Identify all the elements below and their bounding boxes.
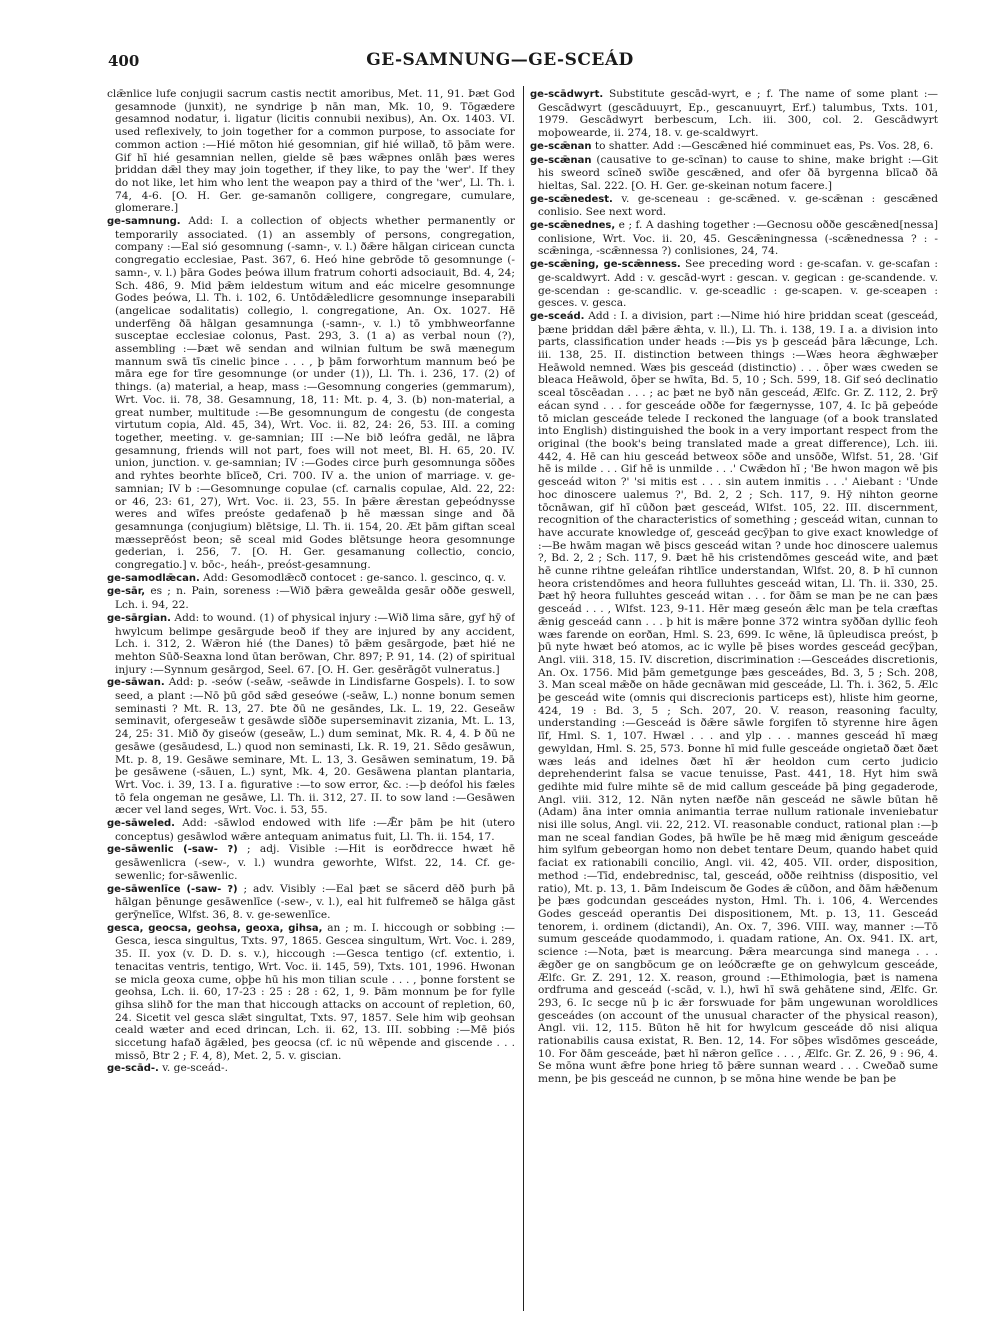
entry-text: ; adj. Visible :—Hit is eorðdrecce hwæt hē gesāwenlicra (-sew-, v. l.) wundra geworhte, Wlfst. 22, 14. Cf. ge-sewenlic; for-sāwenlic. xyxy=(115,843,515,882)
entry-text: Add: Gesomodlǣcð contocet : ge-sanco. l. gescinco, q. v. xyxy=(203,571,507,584)
entry-headword: ge-scǣnan xyxy=(530,154,592,166)
entry-text: Add : I. a division, part :—Nime hió hire þriddan sceat (gesceád, þæne þriddan dǣl þǣre ǣhta, v. ll.), Ll. Th. i. 138, 19. I a. a division into parts, classification under heads :—Þis ys þ gesceád þāra lǣcunge, Lch. iii. 138, 25. II. distinction between things :—Wæs heora ǣghwæþer Heāwold nemned. Wæs þis gesceád (distinctio) . . . ōþer wæs cweden se bleaca Heāwold, ōþer se hwīta, Bd. 5, 10 ; Sch. 599, 18. Gif seó declinatio sceal tōscēadan . . . ; ac þæt ne byð nān gesceád, Ælfc. Gr. Z. 112, 2. Þrȳ eácan synd . . . for gesceáde oððe for fægernysse, 107, 4. Ic þā geþeóde tō miclan gesceáde telede I reckoned the language (of a book translated into English) distinguished the book in a very important respect from the original (the book's being translated made a great difference), Lch. iii. 442, 4. Hē can hiu gesceád betweox sōðe and unsōðe, Wlfst. 51, 28. 'Gif hē is milde . . . Gif hē is unmilde . . .' Cwǣdon hī ; 'Be hwon magon wē þis gesceád witon ?' 'si mitis est . . . sin autem inmitis . . .' Aiebant : 'Unde hoc dinoscere ualemus ?', Bd. 2, 2 ; Sch. 117, 9. Hȳ nihton georne tōcnāwan, gif hī cūðon þæt gesceád, Wlfst. 105, 22. III. discernment, recognition of the characteristics of something ; gesceád witan, cunnan to have accurate knowledge of, gesceád gecȳþan to give exact knowledge of :—Be hwām magan wē þiscs gesceád witan ? unde hoc dinoscere ualemus ?, Bd. 2, 2 ; Sch. 117, 9. Þæt hē his cristendōmes gesceád wite, and þæt hē cunne rihtne geleáfan rihtlīce understandan, Wlfst. 20, 8. Þ hī cunnon heora cristendōmes and heora fulluhtes gesceád witan, Ll. Th. ii. 330, 25. Þæt hȳ heora fulluhtes gesceád witan . . . for ðām se man þe ne can þæs gesceád . . . , Wlfst. 123, 9-11. Hēr mæg geseón ǣlc man þe tela cræftas ǣnig gesceád cann . . . þ hit is mǣre þonne 372 wintra syððan dyllic feoh wæs farende on eorðan, Hml. S. 23, 699. Ic wēne, lā ūpleudisca preóst, þ þū nyte hwæt beó atomos, ac ic wylle þē þises wordes gesceád gecȳþan, Angl. viii. 318, 15. IV. discretion, discrimination :—Gesceádes discretionis, An. Ox. 1756. Mid þām gemetgunge þæs gesceádes, Bd. 3, 5 ; Sch. 208, 3. Man sceal mǣðe on hāde gecnāwan mid gesceáde, Ll. Th. i. 362, 5. Ælc þe gesceád wite (omnis qui discrecionis particeps est), hliste him georne, 424, 19 : Bd. 3, 5 ; Sch. 207, 20. V. reason, reasoning faculty, understanding :—Gesceád is ðǣre sāwle forgifen tō styrenne hire āgen līf, Hml. S. 1, 107. Hwæl . . . and ylp . . . mannes gesceád hī mæg gewyldan, Hml. S. 25, 573. Þonne hī mid fulle gesceáde ongietað ðæt ðæt wæs leás and idelnes ðæt hī ǣr heoldon cum certo judicio deprehenderint falsa se vacue tenuisse, Past. 441, 18. Hyt him swā gedihte mid fulre mihte sē de mid callum gesceáde þā þing gegaderode, Angl. viii. 312, 12. Nān nyten næfðe nān gesceád ne sāwle būtan hē (Adam) āna inter omnia animantia terrae nullum rationale inveniebatur nisi ille solus, Angl. vii. 22, 212. VI. reasonable conduct, rational plan :—þ man ne sceal fandian Godes, þā hwīle þe hē mæg mid ǣnigum gesceáde him sylfum gebeorgan homo non debet tentare Deum, quando habet quid faciat ex rationabili concilio, Angl. vii. 42, 405. VII. order, disposition, method :—Tīd, endebrednisc, tal, gesceád, oððe reihtniss (dispositio, vel ratio), Mt. p. 13, 1. Þām Indeiscum ðe Godes ǣ cūðon, and ðām hǣðenum þe þæs godcundan gesceádes nyston, Hml. Th. i. 106, 4. Wercendes Godes gesceád operantis Dei dispositionem, Mt. p. 13, 11. Gesceád tenorem, i. ordinem (dictandi), An. Ox. 7, 396. VIII. way, manner :—Tō sumum gesceáde quodammodo, i. quadam ratione, An. Ox. 941. IX. art, science :—Nota, þæt is mearcung. Þǣra mearcunga sind manega . . . ǣgðer ge on sangbōcum ge on leóðcræfte ge on gehwylcum gesceáde, Ælfc. Gr. Z. 291, 12. X. reason, ground :—Ethimologia, þæt is namena ordfruma and gesceád (-scād, v. l.), hwī hī swā gehātene sind, Ælfc. Gr. 293, 6. Ic secge nū þ ic ǣr forswuade for þām ungewunan woroldlices gesceádes (on account of the unusual character of the physical reason), Angl. vii. 12, 115. Būton hē hit for hwylcum gesceáde dō nisi aliqua rationabilis causa existat, R. Ben. 12, 14. For sōþes wīsdōmes gesceáde, 10. For ðām gesceáde, þæt hī nǣron gelīce . . . , Ælfc. Gr. Z. 26, 9 : 96, 4. Se mōna wunt ǣfre þone hrieg tō þǣre sunnan weard . . . Cweðað sume menn, þe þis gesceád ne cunnon, þ se mōna hine wende be þan þe xyxy=(538,309,938,1086)
dictionary-entry xyxy=(107,612,515,677)
page-number: 400 xyxy=(108,52,140,70)
right-column xyxy=(530,88,938,1308)
entry-text: Add: to wound. (1) of physical injury :—Wið lima sāre, gyf hȳ of hwylcum belimpe gesārgude beoð if they are injured by any accident, Lch. i. 312, 2. Wǣron hié (the Danes) tō þǣm gesārgode, þæt hié ne mehton Sūð-Seaxna lond ūtan berōwan, Chr. 897; P. 91, 14. (2) of spiritual injury :—Synnum gesārgod, Seel. 67. [O. H. Ger. gesērāgōt vulneratus.] xyxy=(115,611,515,676)
running-head: GE-SAMNUNG—GE-SCEÁD xyxy=(366,50,634,70)
entry-text: Add: -sāwlod endowed with life :—Ǣr þām þe hit (utero conceptus) gesāwlod wǣre antequam animatus fuit, Ll. Th. ii. 154, 17. xyxy=(115,817,515,843)
entry-headword: ge-scǣnednes, xyxy=(530,220,616,232)
entry-headword: ge-sceád. xyxy=(530,310,585,322)
entry-text: Add: p. -seów (-seāw, -seāwde in Lindisfarne Gospels). I. to sow seed, a plant :—Nō þū gōd sǣd geseówe (-seāw, L.) nonne bonum semen seminasti ? Mt. R. 13, 27. Þte ðū ne gesāndes, Lk. L. 19, 22. Geseāw seminavit, ofergeseāw t gesāwde sīððe superseminavit zizania, Mt. L. 13, 24, 25: 31. Mið ðy giseów (geseāw, L.) dum seminat, Mk. R. 4, 4. Þ ðū ne gesāwe (gesāudesd, L.) quod non seminasti, Lk. R. 19, 21. Sēdo gesāwun, Mt. p. 8, 19. Gesāwe seminare, Mt. L. 13, 3. Gesāwen seminatum, 19. Þā þe gesāwene (-sāuen, L.) synt, Mk. 4, 20. Gesāwena plantan plantaria, Wrt. Voc. i. 39, 13. I a. figurative :—to sow error, &c. :—þ deófol his fæles tō fela ongeman ne gesāwe, Ll. Th. ii. 312, 27. II. to sow land :—Gesāwen æcer vel land seges, Wrt. Voc. i. 53, 55. xyxy=(115,676,515,817)
dictionary-entry xyxy=(530,310,938,1086)
entry-headword: ge-sāwan. xyxy=(107,677,165,689)
entry-headword: ge-sār, xyxy=(107,586,146,598)
entry-text: See preceding word : ge-scafan. v. ge-scafan : ge-scaldwyrt. Add : v. gescād-wyrt : gescan. v. gegican : ge-scandende. v. ge-scendan : ge-scandlic. v. ge-sceadlic : ge-scapen. v. ge-sceapen : gesces. v. gesca. xyxy=(538,258,938,310)
entry-text: (causative to ge-scīnan) to cause to shine, make bright :—Git his sweord scīneð swīðe gescǣned, and ofer ðā byrgenna blīcað ðā hieltas, Sal. 222. [O. H. Ger. ge-skeinan notum facere.] xyxy=(538,153,938,192)
dictionary-entry xyxy=(107,88,515,215)
entry-text: clǣnlice lufe conjugii sacrum castis nectit amoribus, Met. 11, 91. Þæt God gesamnode (junxit), ne syndrige þ nān man, Mk. 10, 9. Tōgædere gesamnod nodatur, i. ligatur (licitis connubii nexibus), An. Ox. 1403. VI. used reflexively, to join together for a common purpose, to associate for common action :—Hié mōton hié gesomnian, gif hié willað, tō þām were. Gif hī hié gesamnian nellen, gielde sē þæs wǣpnes onlāh þæs weres þriddan dǣl they may join together, if they like, to pay the 'wer'. If they do not like, let him who lent the weapon pay a third of the 'wer', Ll. Th. i. 74, 4-6. [O. H. Ger. ge-samanōn colligere, congregare, cumulare, glomerare.] xyxy=(107,88,515,215)
entry-headword: ge-scǣnedest. xyxy=(530,193,613,205)
dictionary-entry xyxy=(530,193,938,219)
dictionary-entry xyxy=(107,883,515,922)
entry-text: Add: I. a collection of objects whether permanently or temporarily associated. (1) an assembly of persons, congregation, company :—Eal sió gesomnung (-samn-, v. l.) ðǣre hālgan ciricean cuncta congregatio ecclesiae, Past. 367, 6. Heó hine gebrōde tō gesomnunge (-samn-, v. l.) þāra Godes þeówa illum fratrum cohorti adsociauit, Bd. 4, 24; Sch. 486, 9. Mid þǣm ieldestum witum and eác micelre gesomnunge Godes þeówa, Ll. Th. i. 102, 6. Untōdǣledlicre gesomnunge inseparabili (angelicae sodalitatis) collegio, l. congregatione, An. Ox. 1027. Hē underfēng ðā hālgan gesamnunga (-samn-, v. l.) tō ymbhweorfanne susceptae ecclesiae colonus, Past. 293, 3. (1 a) as verbal noun (?), assembling :—Þæt wē sendan and wilnian fultum be swā mænegum mannum swā tīs cinelic þince . . . , þ þām forworhtum mannum beó þe māra ege for tīre gesomnunge (or under (1)), Ll. Th. i. 236, 17. (2) of things. (a) material, a heap, mass :—Gesomnung congeries (gemmarum), Wrt. Voc. ii. 78, 38. Gesamnung, 18, 11: Mt. p. 4, 3. (b) non-material, a great number, multitude :—Be gesomnungum de congestu (de congesta virtutum copia, Ald. 45, 34), Wrt. Voc. ii. 82, 24: 26, 53. III. a coming together, meeting. v. ge-samnian; III :—Ne bið leófra gedāl, ne lāþra gesamnung, friends will not part, foes will not meet, Bl. H. 65, 20. IV. union, junction. v. ge-samnian; IV :—Godes circe þurh gesomnunga sōðes and ryhtes beorhte blīceð, Cri. 700. IV a. the union of marriage. v. ge-samnian; IV b :—Gesomnunge copulae (cf. carnalis copulae, Ald. 22, 22: or 46, 23: 61, 27), Wrt. Voc. ii. 23, 55. In þǣre ǣrestan geþeódnysse weres and wīfes preóste gedafenað þ hē mæssan singe and ðā gesamnunga (conjugium) blētsige, Ll. Th. ii. 154, 20. Æt þām giftan sceal mæsseprēóst beon; sē sceal mid Godes blētsunge heora gesomnunge gederian, i. 256, 7. [O. H. Ger. gesamanung collectio, concio, congregatio.] v. bōc-, heáh-, preóst-gesamnung. xyxy=(115,215,515,572)
left-column xyxy=(107,88,515,1308)
entry-headword: ge-sārgian. xyxy=(107,612,171,624)
column-divider xyxy=(523,86,524,1311)
entry-text: to shatter. Add :—Gescǣned hié comminuet eas, Ps. Vos. 28, 6. xyxy=(594,139,934,152)
dictionary-entry xyxy=(107,1062,515,1076)
entry-text: es ; n. Pain, soreness :—Wið þǣra geweālda gesār oððe geswell, Lch. i. 94, 22. xyxy=(115,585,515,612)
entry-text: e ; f. A dashing together :—Gecnosu oððe gescǣned[nessa] conlisione, Wrt. Voc. ii. 20, 45. Gescǣningnessa (-scǣnednessa ? : -scǣninga, -scǣnnessa ?) conlisiones, 24, 74. xyxy=(538,219,938,258)
dictionary-entry xyxy=(107,817,515,843)
entry-headword: ge-scǣnan xyxy=(530,140,592,152)
dictionary-entry xyxy=(107,215,515,572)
entry-headword: ge-sāweled. xyxy=(107,818,175,830)
entry-headword: ge-sāwenlīce (-saw- ?) xyxy=(107,883,238,895)
dictionary-entry xyxy=(530,88,938,140)
entry-headword: ge-samnung. xyxy=(107,216,181,228)
entry-text: Substitute gescād-wyrt, e ; f. The name of some plant :—Gescādwyrt (gescāduuyrt, Ep., gescanuuyrt, Erf.) talumbus, Txts. 101, 1979. Gescādwyrt berbescum, Lch. iii. 300, col. 2. Gescādwyrt moþowearde, ii. 274, 18. v. ge-scaldwyrt. xyxy=(538,88,938,140)
entry-headword: ge-samodlǣcan. xyxy=(107,572,200,584)
dictionary-entry xyxy=(107,676,515,817)
dictionary-entry xyxy=(107,922,515,1063)
entry-headword: ge-scādwyrt. xyxy=(530,89,604,100)
entry-text: an ; m. I. hiccough or sobbing :—Gesca, iesca singultus, Txts. 97, 1865. Gescea singultum, Wrt. Voc. i. 289, 35. II. yox (v. D. D. s. v.), hiccough :—Gesca tentigo (cf. extentio, i. tenacitas ventris, tentigo, Wrt. Voc. ii. 145, 59), Txts. 101, 1996. Hwonan se micla geoxa cume, oþþe hū his mon tilian scule . . . , þonne forstent se geohsa, Lch. ii. 60, 17-23 : 25 : 28 : 62, 1, 9. Þām monnum þe for fylle gihsa slihð for the man that hiccough attacks on account of repletion, 60, 24. Sicetit vel gesca slǣt singultat, Txts. 97, 1857. Sele him wiþ geohsan ceald wæter and eced drincan, Lch. ii. 62, 13. III. sobbing :—Mē þiós siccetung hafað āgǣled, þes geocsa (cf. ic nū wēpende and giscende . . . missō, Btr 2 ; F. 4, 8), Met. 2, 5. v. giscian. xyxy=(115,921,515,1062)
dictionary-entry xyxy=(107,585,515,611)
entry-text: v. ge-sceád-. xyxy=(162,1062,228,1075)
dictionary-entry xyxy=(530,258,938,310)
entry-headword: ge-scād-. xyxy=(107,1063,159,1075)
entry-text: v. ge-sceneau : ge-scǣned. v. ge-scǣnan : gescǣned conlisio. See next word. xyxy=(538,192,938,219)
dictionary-entry xyxy=(107,843,515,882)
dictionary-entry xyxy=(530,140,938,154)
entry-headword: ge-sāwenlic (-saw- ?) xyxy=(107,844,238,856)
entry-text: ; adv. Visibly :—Eal þæt se sācerd dēð þurh þā hālgan þēnunge gesāwenlīce (-sew-, v. l.), eal hit fulfremeð se hālga gāst gerȳnelīce, Wlfst. 36, 8. v. ge-sewenlīce. xyxy=(115,882,515,921)
entry-headword: gesca, geocsa, geohsa, geoxa, gihsa, xyxy=(107,922,323,934)
dictionary-entry xyxy=(530,219,938,258)
entry-headword: ge-scǣning, ge-scǣnness. xyxy=(530,259,681,271)
dictionary-entry xyxy=(530,154,938,193)
dictionary-entry xyxy=(107,572,515,586)
